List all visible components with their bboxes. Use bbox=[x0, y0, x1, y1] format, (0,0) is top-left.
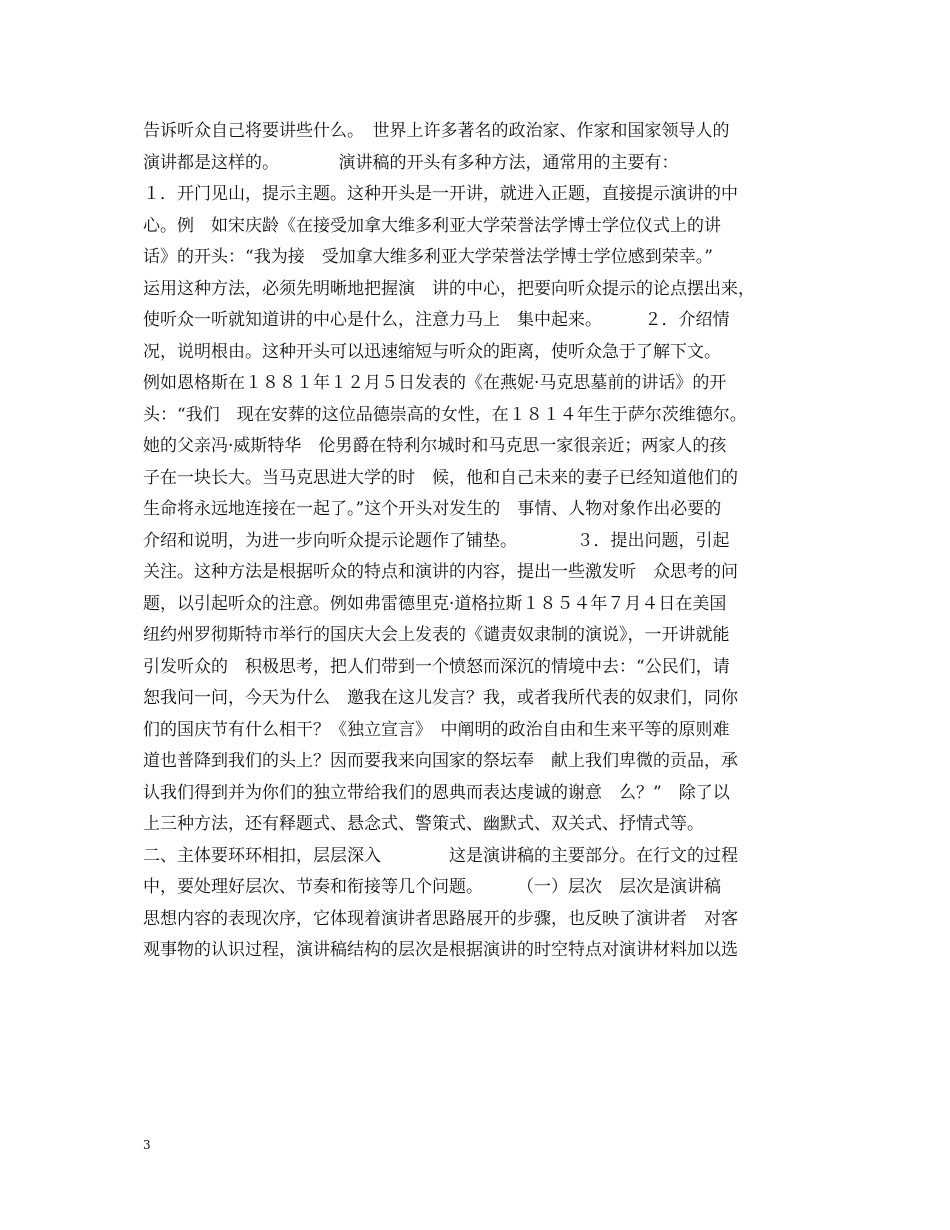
text-line: 中，要处理好层次、节奏和衔接等几个问题。 （一）层次 层次是演讲稿 bbox=[143, 877, 721, 897]
text-line: 纽约州罗彻斯特市举行的国庆大会上发表的《谴责奴隶制的演说》，一开讲就能 bbox=[143, 625, 730, 645]
text-line: 告诉听众自己将要讲些什么。 世界上许多著名的政治家、作家和国家领导人的 bbox=[143, 121, 730, 141]
text-line: 运用这种方法，必须先明晰地把握演 讲的中心，把要向听众提示的论点摆出来， bbox=[143, 278, 755, 299]
text-line: 引发听众的 积极思考，把人们带到一个愤怒而深沉的情境中去：“公民们，请 bbox=[143, 656, 730, 677]
text-line: 心。例 如宋庆龄《在接受加拿大维多利亚大学荣誉法学博士学位仪式上的讲 bbox=[143, 215, 721, 236]
page-number: 3 bbox=[143, 1138, 151, 1152]
text-line: 关注。这种方法是根据听众的特点和演讲的内容，提出一些激发听 众思考的问 bbox=[143, 562, 738, 582]
text-line: 观事物的认识过程，演讲稿结构的层次是根据演讲的时空特点对演讲材料加以选 bbox=[143, 940, 738, 960]
text-line: 上三种方法，还有释题式、悬念式、警策式、幽默式、双关式、抒情式等。 bbox=[143, 814, 704, 834]
text-line: 例如恩格斯在１８８１年１２月５日发表的《在燕妮·马克思墓前的讲话》的开 bbox=[143, 373, 727, 393]
text-line: 二、主体要环环相扣，层层深入 这是演讲稿的主要部分。在行文的过程 bbox=[143, 845, 738, 866]
text-line: 使听众一听就知道讲的中心是什么，注意力马上 集中起来。 ２．介绍情 bbox=[143, 310, 730, 330]
text-line: 思想内容的表现次序，它体现着演讲者思路展开的步骤，也反映了演讲者 对客 bbox=[143, 908, 738, 929]
text-line: 演讲都是这样的。 演讲稿的开头有多种方法，通常用的主要有： bbox=[143, 152, 679, 173]
body-text bbox=[143, 116, 823, 967]
text-line: 们的国庆节有什么相干？《独立宣言》 中阐明的政治自由和生来平等的原则难 bbox=[143, 719, 730, 740]
text-line: 话》的开头：“我为接 受加拿大维多利亚大学荣誉法学博士学位感到荣幸。” bbox=[143, 247, 713, 267]
text-line: 头：“我们 现在安葬的这位品德崇高的女性，在１８１４年生于萨尔茨维德尔。 bbox=[143, 404, 747, 425]
text-line: 认我们得到并为你们的独立带给我们的恩典而表达虔诚的谢意 么？” 除了以 bbox=[143, 782, 730, 803]
text-line: １．开门见山，提示主题。这种开头是一开讲，就进入正题，直接提示演讲的中 bbox=[143, 184, 738, 204]
text-line: 子在一块长大。当马克思进大学的时 候，他和自己未来的妻子已经知道他们的 bbox=[143, 467, 738, 488]
text-line: 恕我问一问，今天为什么 邀我在这儿发言？我，或者我所代表的奴隶们，同你 bbox=[143, 688, 738, 708]
text-line: 生命将永远地连接在一起了。”这个开头对发生的 事情、人物对象作出必要的 bbox=[143, 499, 722, 519]
text-line: 介绍和说明，为进一步向听众提示论题作了铺垫。 ３．提出问题，引起 bbox=[143, 530, 730, 551]
text-line: 题，以引起听众的注意。例如弗雷德里克·道格拉斯１８５４年７月４日在美国 bbox=[143, 593, 727, 614]
text-line: 况，说明根由。这种开头可以迅速缩短与听众的距离，使听众急于了解下文。 bbox=[143, 341, 721, 362]
text-line: 她的父亲冯·威斯特华 伦男爵在特利尔城时和马克思一家很亲近；两家人的孩 bbox=[143, 436, 727, 456]
text-line: 道也普降到我们的头上？因而要我来向国家的祭坛奉 献上我们卑微的贡品，承 bbox=[143, 751, 738, 771]
